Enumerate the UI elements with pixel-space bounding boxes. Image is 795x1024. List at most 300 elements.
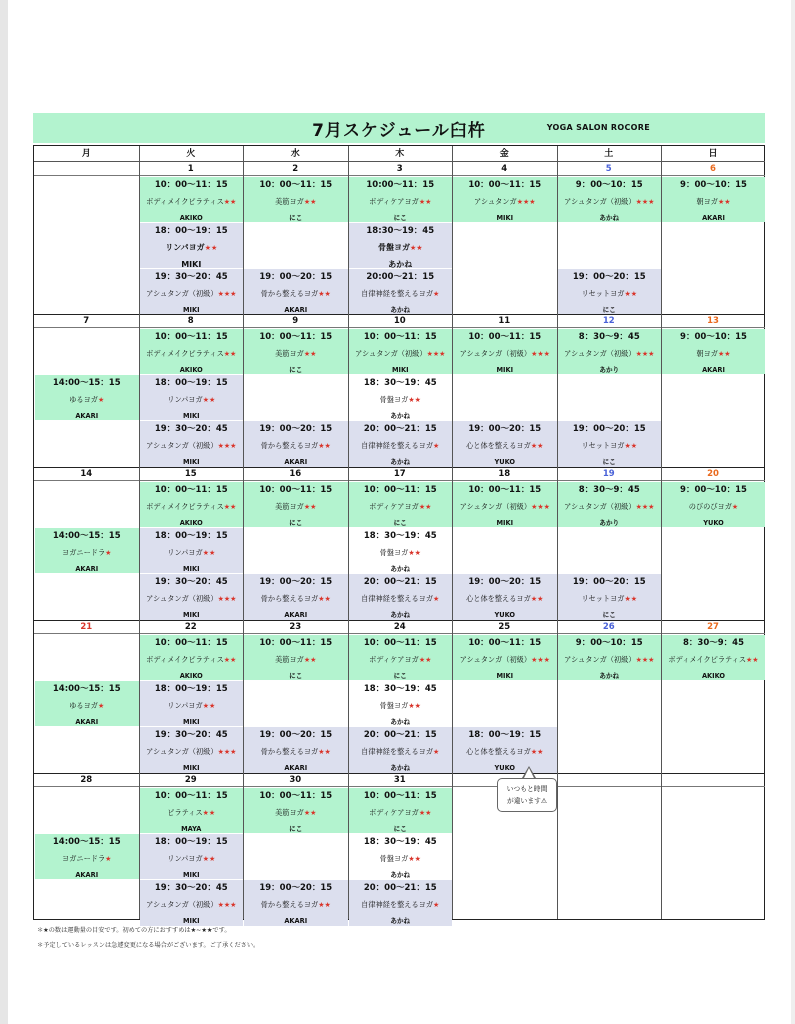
intensity-stars: ★★	[303, 656, 317, 664]
intensity-stars: ★★	[223, 350, 237, 358]
date-number: 20	[661, 467, 765, 481]
class-time: 10：00～11：15	[468, 485, 542, 495]
class-slot	[662, 177, 765, 222]
instructor-name: にこ	[393, 214, 407, 222]
class-slot	[349, 528, 453, 573]
class-slot	[140, 880, 244, 926]
date-number: 16	[243, 467, 348, 481]
intensity-stars: ★	[433, 595, 440, 603]
time-change-callout	[497, 778, 557, 812]
date-number: 2	[243, 162, 348, 176]
class-name-line	[140, 546, 244, 560]
class-slot	[140, 269, 244, 315]
instructor-name: あかね	[390, 718, 411, 726]
class-name: ゆるヨガ	[69, 701, 98, 710]
class-name-line	[558, 439, 662, 453]
page-title: 7月スケジュール臼杵	[312, 121, 486, 141]
class-time: 9：00～10：15	[575, 180, 643, 190]
class-time: 14:00～15：15	[52, 378, 121, 388]
class-name: 骨盤ヨガ	[377, 243, 410, 252]
class-name: ピラティス	[167, 808, 203, 817]
callout-line-2: が違います⚠	[506, 797, 548, 805]
class-time: 18：00～19：15	[154, 684, 228, 694]
intensity-stars: ★★★	[217, 748, 237, 756]
class-time: 14:00～15：15	[52, 684, 121, 694]
class-name-line	[349, 287, 453, 301]
class-slot	[453, 482, 557, 527]
weekday-header: 土	[557, 146, 662, 162]
class-slot	[558, 269, 662, 315]
instructor-name: あかね	[390, 764, 411, 772]
class-time: 10：00～11：15	[363, 791, 437, 801]
class-slot	[662, 329, 765, 374]
class-time: 20:00～21：15	[366, 272, 435, 282]
intensity-stars: ★★	[718, 350, 731, 358]
column-divider	[452, 146, 453, 919]
class-slot	[349, 177, 453, 222]
class-name: ヨガニードラ	[62, 854, 106, 863]
date-number	[661, 773, 765, 787]
page-edge-shadow-right	[791, 0, 795, 1024]
class-name-line	[558, 592, 662, 606]
page-edge-shadow	[0, 0, 8, 1024]
instructor-name: にこ	[602, 611, 616, 619]
class-time: 10:00～11：15	[366, 180, 435, 190]
class-slot	[558, 635, 662, 680]
instructor-name: にこ	[289, 519, 303, 527]
intensity-stars: ★★★	[217, 290, 237, 298]
class-time: 18：00～19：15	[468, 730, 542, 740]
class-name-line	[558, 287, 662, 301]
class-time: 10：00～11：15	[259, 638, 333, 648]
date-number: 24	[348, 620, 453, 634]
instructor-name: AKIKO	[179, 214, 203, 222]
class-name: ボディメイクピラティス	[146, 502, 224, 511]
instructor-name: にこ	[393, 825, 407, 833]
weekday-header: 日	[661, 146, 765, 162]
instructor-name: AKARI	[75, 412, 99, 420]
class-slot	[244, 635, 348, 680]
class-name-line	[453, 439, 557, 453]
class-slot	[140, 681, 244, 726]
instructor-name: YUKO	[494, 764, 516, 772]
class-name-line	[349, 592, 453, 606]
instructor-name: あかね	[599, 214, 620, 222]
class-time: 18：00～19：15	[154, 226, 228, 236]
intensity-stars: ★	[97, 396, 105, 404]
instructor-name: にこ	[289, 214, 303, 222]
instructor-name: MIKI	[182, 718, 200, 726]
class-name-line	[558, 653, 662, 667]
instructor-name: MIKI	[182, 917, 200, 925]
class-name: アシュタンガ（初級）	[564, 502, 636, 511]
instructor-name: あかり	[599, 366, 620, 374]
date-number: 29	[139, 773, 244, 787]
class-name-line	[349, 546, 453, 560]
class-slot	[558, 574, 662, 620]
class-name-line	[140, 500, 244, 514]
intensity-stars: ★★★	[426, 350, 446, 358]
intensity-stars: ★★	[530, 748, 544, 756]
class-slot	[349, 223, 453, 268]
instructor-name: AKARI	[75, 871, 99, 879]
instructor-name: MIKI	[182, 458, 200, 466]
instructor-name: あかね	[390, 917, 411, 925]
class-name: ボディメイクピラティス	[146, 349, 224, 358]
class-name: 心と体を整えるヨガ	[466, 594, 531, 603]
intensity-stars: ★★	[204, 244, 218, 252]
intensity-stars: ★★	[318, 290, 331, 298]
class-slot	[349, 727, 453, 773]
date-number: 17	[348, 467, 453, 481]
class-slot	[662, 482, 765, 527]
class-name: アシュタンガ（初級）	[459, 349, 532, 358]
class-name-line	[140, 898, 244, 912]
date-number: 4	[452, 162, 557, 176]
instructor-name: あかね	[390, 412, 411, 420]
intensity-stars: ★★★	[217, 595, 237, 603]
class-time: 10：00～11：15	[259, 180, 333, 190]
date-number	[557, 773, 662, 787]
intensity-stars: ★★	[408, 855, 421, 863]
class-name-line	[453, 347, 557, 361]
class-name-line	[244, 806, 348, 820]
class-name-line	[349, 699, 453, 713]
instructor-name: AKIKO	[179, 519, 203, 527]
class-time: 19：00～20：15	[259, 424, 333, 434]
weekday-header: 水	[243, 146, 348, 162]
class-slot	[140, 223, 244, 268]
class-name: ボディケアヨガ	[369, 655, 419, 664]
date-number: 8	[139, 314, 244, 328]
date-number: 12	[557, 314, 662, 328]
instructor-name: AKIKO	[179, 366, 203, 374]
class-slot	[244, 574, 348, 620]
class-time: 9：00～10：15	[680, 332, 747, 342]
date-number: 5	[557, 162, 662, 176]
instructor-name: MIKI	[496, 366, 514, 374]
intensity-stars: ★★	[202, 702, 216, 710]
class-name: アシュタンガ（初級）	[146, 594, 218, 603]
class-slot	[244, 788, 348, 833]
instructor-name: MIKI	[182, 412, 200, 420]
intensity-stars: ★	[433, 748, 440, 756]
class-name-line	[349, 241, 453, 255]
class-slot	[35, 681, 139, 726]
instructor-name: MIKI	[496, 672, 514, 680]
class-slot	[140, 834, 244, 879]
instructor-name: にこ	[393, 519, 407, 527]
class-time: 10：00～11：15	[468, 332, 542, 342]
class-slot	[349, 834, 453, 879]
class-name-line	[244, 287, 348, 301]
class-slot	[140, 329, 244, 374]
class-name-line	[140, 745, 244, 759]
class-slot	[453, 727, 557, 773]
class-name: 美筋ヨガ	[275, 349, 304, 358]
class-time: 10：00～11：15	[154, 485, 228, 495]
date-number: 18	[452, 467, 557, 481]
instructor-name: MIKI	[182, 565, 200, 573]
class-name: アシュタンガ（初級）	[355, 349, 427, 358]
class-name: リンパヨガ	[167, 701, 203, 710]
class-name: 朝ヨガ	[696, 197, 718, 206]
class-name: ボディメイクピラティス	[146, 655, 224, 664]
class-time: 9：00～10：15	[680, 485, 747, 495]
class-name: 美筋ヨガ	[275, 808, 304, 817]
class-slot	[349, 788, 453, 833]
intensity-stars: ★★	[530, 595, 544, 603]
class-time: 14:00～15：15	[52, 837, 121, 847]
class-name: のびのびヨガ	[688, 502, 732, 511]
class-slot	[140, 635, 244, 680]
class-name-line	[140, 653, 244, 667]
intensity-stars: ★★	[202, 855, 216, 863]
class-name: 美筋ヨガ	[275, 502, 304, 511]
class-name: ヨガニードラ	[62, 548, 106, 557]
instructor-name: あかね	[390, 565, 411, 573]
class-slot	[349, 574, 453, 620]
date-number: 13	[661, 314, 765, 328]
class-slot	[453, 574, 557, 620]
class-slot	[349, 482, 453, 527]
class-name: アシュタンガ（初級）	[146, 900, 218, 909]
class-name: リセットヨガ	[581, 594, 625, 603]
class-name: 心と体を整えるヨガ	[466, 441, 531, 450]
class-name-line	[453, 745, 557, 759]
date-number: 26	[557, 620, 662, 634]
class-slot	[140, 788, 244, 833]
class-name: 骨から整えるヨガ	[260, 747, 319, 756]
class-name-line	[349, 852, 453, 866]
date-number: 22	[139, 620, 244, 634]
instructor-name: AKIKO	[701, 672, 726, 680]
class-time: 18：00～19：15	[154, 837, 228, 847]
class-time: 19：30～20：45	[154, 577, 228, 587]
class-name: アシュタンガ（初級）	[146, 747, 218, 756]
instructor-name: AKARI	[75, 718, 99, 726]
intensity-stars: ★	[97, 702, 105, 710]
intensity-stars: ★★	[418, 503, 432, 511]
class-time: 8：30～9：45	[683, 638, 744, 648]
intensity-stars: ★★★	[635, 198, 655, 206]
class-name: 自律神経を整えるヨガ	[361, 747, 434, 756]
class-name: 骨盤ヨガ	[379, 854, 409, 863]
class-slot	[35, 375, 139, 420]
class-name-line	[453, 195, 557, 209]
callout-tail-inner	[524, 768, 534, 778]
intensity-stars: ★★★	[531, 656, 550, 664]
date-number: 3	[348, 162, 453, 176]
class-name-line	[349, 898, 453, 912]
instructor-name: MIKI	[182, 764, 200, 772]
intensity-stars: ★★	[624, 290, 638, 298]
class-name-line	[349, 500, 453, 514]
class-name-line	[349, 745, 453, 759]
class-name-line	[35, 546, 139, 560]
class-time: 19：30～20：45	[154, 730, 228, 740]
intensity-stars: ★★	[318, 595, 331, 603]
class-time: 19：30～20：45	[154, 272, 228, 282]
class-name-line	[140, 195, 244, 209]
instructor-name: にこ	[289, 366, 303, 374]
class-name-line	[662, 653, 765, 667]
intensity-stars: ★★★	[531, 350, 550, 358]
class-name-line	[140, 592, 244, 606]
instructor-name: あかり	[599, 519, 620, 527]
class-time: 10：00～11：15	[154, 332, 228, 342]
class-name: 美筋ヨガ	[275, 655, 304, 664]
class-time: 19：00～20：15	[259, 272, 333, 282]
class-name-line	[662, 195, 765, 209]
weekday-header: 月	[34, 146, 139, 162]
class-slot	[453, 635, 557, 680]
class-slot	[349, 421, 453, 467]
date-number: 14	[34, 467, 139, 481]
intensity-stars: ★	[433, 901, 440, 909]
instructor-name: にこ	[393, 672, 407, 680]
class-slot	[140, 421, 244, 467]
class-time: 20：00～21：15	[363, 883, 437, 893]
class-slot	[662, 635, 765, 680]
class-time: 20：00～21：15	[363, 730, 437, 740]
class-slot	[349, 269, 453, 315]
instructor-name: AKARI	[75, 565, 99, 573]
class-time: 9：00～10：15	[680, 180, 747, 190]
footnotes	[37, 923, 259, 953]
intensity-stars: ★★	[303, 198, 317, 206]
date-number: 11	[452, 314, 557, 328]
class-name: ボディメイクピラティス	[146, 197, 224, 206]
class-name: 心と体を整えるヨガ	[466, 747, 531, 756]
class-slot	[349, 375, 453, 420]
intensity-stars: ★★★	[635, 656, 655, 664]
class-time: 10：00～11：15	[259, 332, 333, 342]
class-time: 18：30～19：45	[363, 684, 437, 694]
class-time: 10：00～11：15	[259, 791, 333, 801]
intensity-stars: ★★	[202, 396, 216, 404]
class-slot	[140, 528, 244, 573]
date-number: 30	[243, 773, 348, 787]
column-divider	[348, 146, 349, 919]
class-name: 骨盤ヨガ	[379, 395, 409, 404]
intensity-stars: ★★	[303, 350, 317, 358]
intensity-stars: ★★	[223, 198, 237, 206]
instructor-name: YUKO	[494, 458, 516, 466]
instructor-name: AKARI	[284, 764, 308, 772]
class-name: アシュタンガ（初級）	[564, 655, 636, 664]
date-number: 6	[661, 162, 765, 176]
class-name: 自律神経を整えるヨガ	[361, 289, 434, 298]
class-time: 18：30～19：45	[363, 531, 437, 541]
instructor-name: にこ	[289, 825, 303, 833]
class-name: 骨盤ヨガ	[379, 701, 409, 710]
intensity-stars: ★★	[318, 901, 331, 909]
instructor-name: MIKI	[181, 260, 202, 268]
class-time: 19：00～20：15	[468, 577, 542, 587]
class-name: アシュタンガ（初級）	[459, 502, 532, 511]
class-time: 19：30～20：45	[154, 424, 228, 434]
intensity-stars: ★	[433, 290, 440, 298]
class-time: 19：30～20：45	[154, 883, 228, 893]
class-name-line	[244, 898, 348, 912]
class-name-line	[140, 241, 244, 255]
intensity-stars: ★★	[303, 809, 317, 817]
instructor-name: あかね	[390, 611, 411, 619]
class-name-line	[140, 347, 244, 361]
class-name: アシュタンガ（初級）	[146, 289, 218, 298]
class-name: アシュタンガ（初級）	[564, 197, 636, 206]
class-time: 14:00～15：15	[52, 531, 121, 541]
class-name: アシュタンガ（初級）	[564, 349, 636, 358]
instructor-name: MIKI	[182, 871, 200, 879]
instructor-name: AKARI	[284, 306, 308, 314]
instructor-name: にこ	[289, 672, 303, 680]
instructor-name: MIKI	[496, 519, 514, 527]
class-name-line	[140, 393, 244, 407]
intensity-stars: ★★	[746, 656, 759, 664]
intensity-stars: ★	[105, 549, 112, 557]
salon-name: YOGA SALON ROCORE	[546, 123, 650, 132]
class-name: リンパヨガ	[167, 854, 203, 863]
instructor-name: にこ	[602, 306, 616, 314]
class-name: リンパヨガ	[165, 243, 205, 252]
class-name-line	[558, 500, 662, 514]
date-number: 21	[34, 620, 139, 634]
class-slot	[349, 880, 453, 926]
intensity-stars: ★★	[408, 702, 421, 710]
class-time: 8：30～9：45	[578, 332, 640, 342]
class-time: 10：00～11：15	[154, 180, 228, 190]
class-slot	[558, 482, 662, 527]
intensity-stars: ★	[105, 855, 112, 863]
class-name-line	[349, 439, 453, 453]
class-time: 19：00～20：15	[259, 577, 333, 587]
footnote-2: ＊予定しているレッスンは急遽変更になる場合がございます。ご了承ください。	[37, 942, 260, 949]
instructor-name: AKARI	[284, 611, 308, 619]
intensity-stars: ★★	[202, 549, 216, 557]
date-number: 27	[661, 620, 765, 634]
footnote-1: ＊★の数は運動量の目安です。初めての方におすすめは★~★★です。	[37, 927, 231, 934]
class-slot	[244, 727, 348, 773]
weekday-header: 木	[348, 146, 453, 162]
date-number: 1	[139, 162, 244, 176]
weekday-header: 金	[452, 146, 557, 162]
class-name-line	[349, 393, 453, 407]
date-number: 28	[34, 773, 139, 787]
date-number: 25	[452, 620, 557, 634]
intensity-stars: ★★	[223, 656, 237, 664]
class-slot	[35, 528, 139, 573]
intensity-stars: ★★★	[217, 442, 237, 450]
class-name: ボディメイクピラティス	[668, 655, 747, 664]
instructor-name: AKARI	[702, 214, 725, 222]
class-slot	[244, 880, 348, 926]
class-name-line	[558, 195, 662, 209]
intensity-stars: ★★	[418, 809, 432, 817]
intensity-stars: ★	[731, 503, 739, 511]
class-name: アシュタンガ（初級）	[459, 655, 532, 664]
class-name-line	[35, 699, 139, 713]
date-number: 7	[34, 314, 139, 328]
class-slot	[244, 482, 348, 527]
class-slot	[349, 635, 453, 680]
class-slot	[558, 177, 662, 222]
class-name-line	[453, 653, 557, 667]
instructor-name: YUKO	[703, 519, 724, 527]
intensity-stars: ★★	[530, 442, 544, 450]
class-time: 10：00～11：15	[468, 638, 542, 648]
